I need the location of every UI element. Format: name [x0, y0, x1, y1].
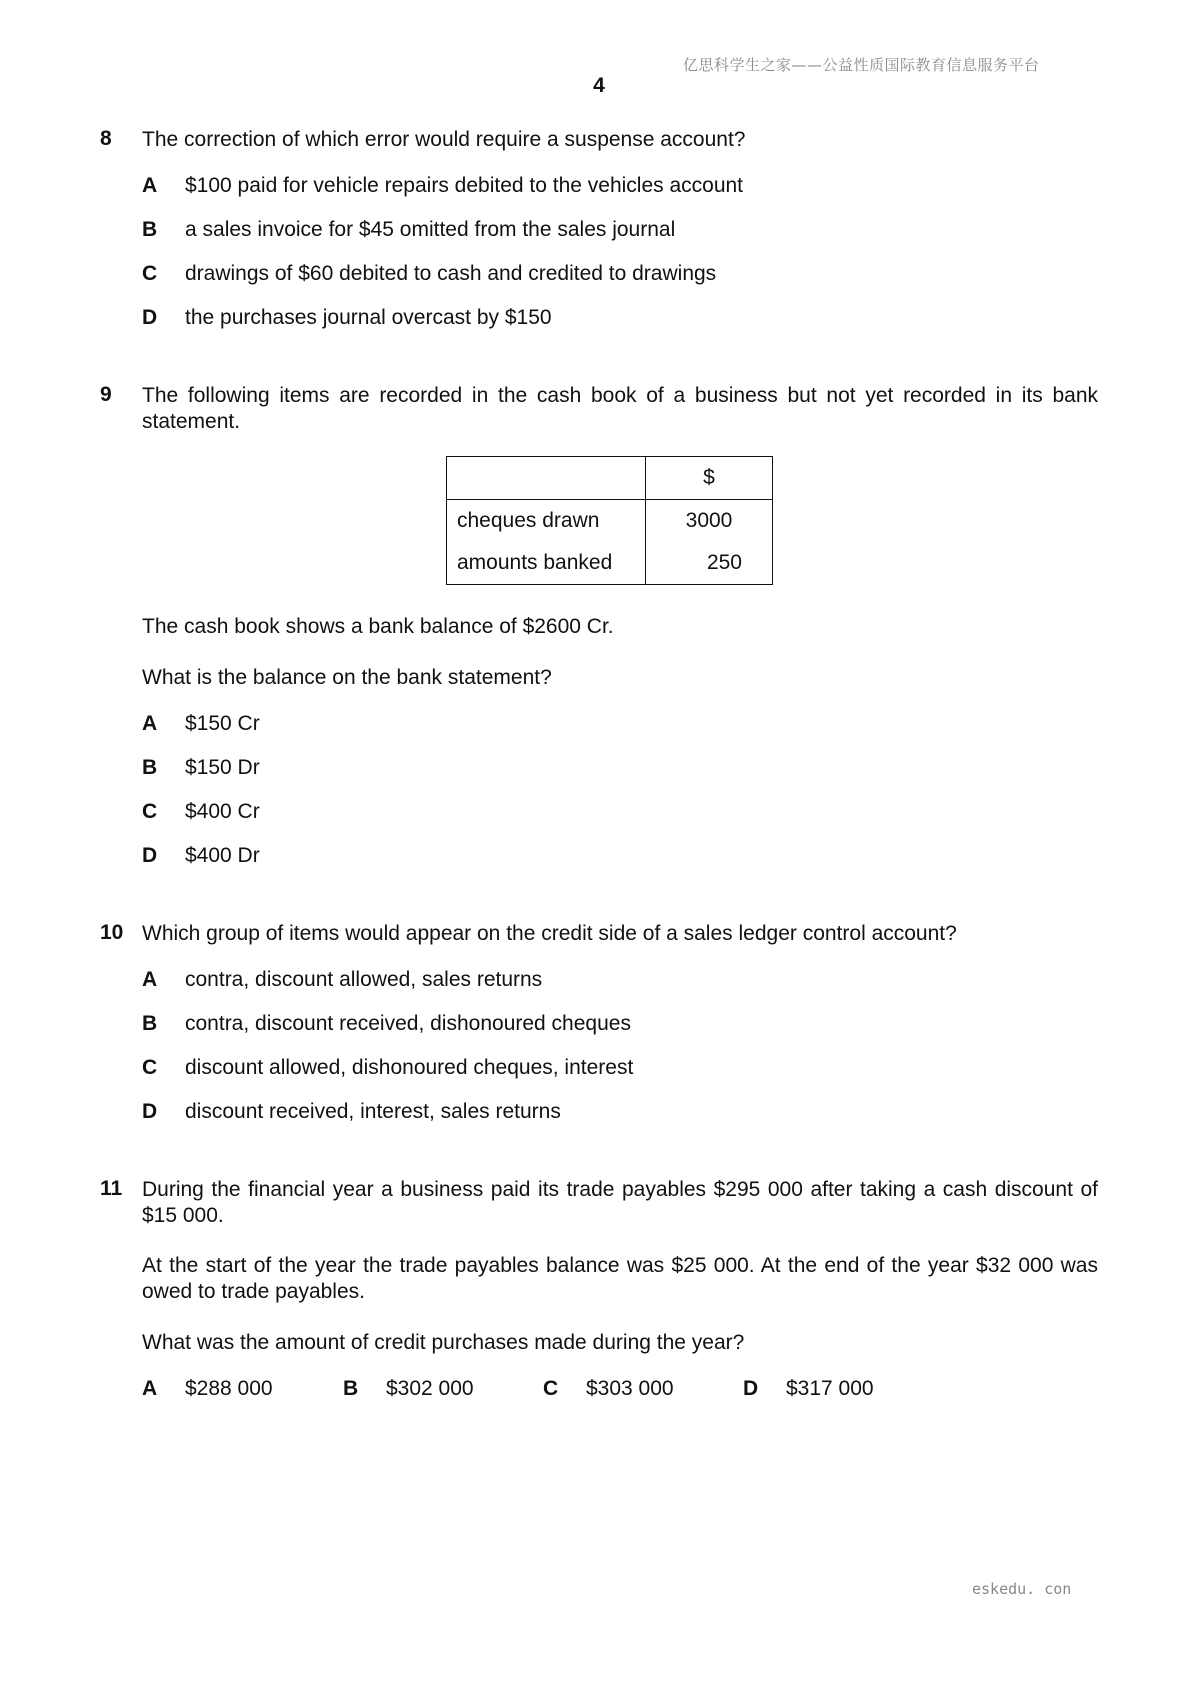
option-text: $150 Dr	[185, 756, 260, 779]
option-text: $400 Dr	[185, 844, 260, 867]
option-text: a sales invoice for $45 omitted from the sales journal	[185, 218, 676, 241]
option-text: contra, discount received, dishonoured cheques	[185, 1012, 631, 1035]
option-letter: A	[142, 174, 158, 197]
cash-book-table	[446, 456, 773, 585]
table-header-row	[447, 457, 773, 500]
option-letter: C	[543, 1377, 559, 1400]
option-letter: A	[142, 1377, 158, 1400]
table-row	[447, 500, 773, 543]
table-header-cell: $	[646, 457, 773, 500]
option-letter: D	[142, 306, 158, 329]
page-number: 4	[593, 74, 605, 97]
option-letter: B	[142, 756, 158, 779]
option-text: contra, discount allowed, sales returns	[185, 968, 543, 991]
option-c[interactable]	[543, 1377, 674, 1401]
question-stem: Which group of items would appear on the credit side of a sales ledger control account?	[142, 922, 957, 945]
option-letter: A	[142, 712, 158, 735]
question-stem: During the financial year a business paid its trade payables $295 000 after taking a cash discount of $15 000.	[142, 1178, 1098, 1227]
option-letter: B	[142, 218, 158, 241]
option-text: the purchases journal overcast by $150	[185, 306, 552, 329]
footer-site: eskedu. con	[972, 1580, 1072, 1598]
table-cell: 250	[646, 542, 773, 585]
option-b[interactable]	[343, 1377, 474, 1401]
table-header-cell	[447, 457, 646, 500]
option-letter: C	[142, 800, 158, 823]
option-letter: B	[142, 1012, 158, 1035]
question-number: 10	[100, 921, 124, 944]
option-text: $303 000	[586, 1377, 674, 1400]
option-text: $100 paid for vehicle repairs debited to the vehicles account	[185, 174, 744, 197]
option-text: $302 000	[386, 1377, 474, 1400]
table-cell: cheques drawn	[447, 500, 646, 543]
option-letter: D	[142, 1100, 158, 1123]
option-text: drawings of $60 debited to cash and credited to drawings	[185, 262, 717, 285]
option-text: $400 Cr	[185, 800, 260, 823]
watermark-text: 亿思科学生之家——公益性质国际教育信息服务平台	[683, 56, 1040, 74]
question-info: At the start of the year the trade payables balance was $25 000. At the end of the year $32 000 was owed to trade payables.	[142, 1254, 1098, 1303]
option-letter: D	[743, 1377, 759, 1400]
option-text: discount received, interest, sales returns	[185, 1100, 561, 1123]
option-text: $288 000	[185, 1377, 273, 1400]
table-row	[447, 542, 773, 585]
table-cell: 3000	[646, 500, 773, 543]
question-stem: The following items are recorded in the cash book of a business but not yet recorded in its bank statement.	[142, 384, 1098, 433]
question-info: The cash book shows a bank balance of $2600 Cr.	[142, 615, 614, 638]
option-letter: C	[142, 1056, 158, 1079]
option-letter: C	[142, 262, 158, 285]
table-cell: amounts banked	[447, 542, 646, 585]
option-text: $317 000	[786, 1377, 874, 1400]
question-number: 9	[100, 383, 112, 406]
option-text: $150 Cr	[185, 712, 260, 735]
option-a[interactable]	[142, 1377, 273, 1401]
option-d[interactable]	[743, 1377, 874, 1401]
option-letter: A	[142, 968, 158, 991]
question-stem: The correction of which error would require a suspense account?	[142, 128, 746, 151]
question-prompt: What is the balance on the bank statement?	[142, 666, 552, 689]
question-number: 8	[100, 127, 112, 150]
question-prompt: What was the amount of credit purchases made during the year?	[142, 1331, 745, 1354]
option-text: discount allowed, dishonoured cheques, interest	[185, 1056, 634, 1079]
option-letter: B	[343, 1377, 359, 1400]
question-number: 11	[100, 1177, 123, 1200]
option-letter: D	[142, 844, 158, 867]
